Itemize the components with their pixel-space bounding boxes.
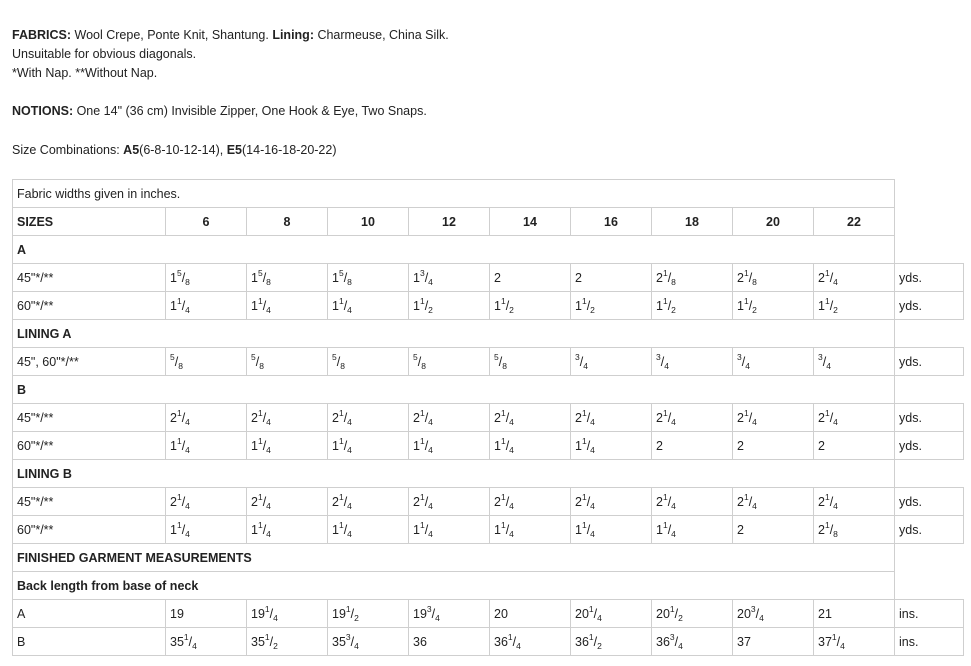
yardage-cell: $2^1/_4$ — [652, 404, 733, 432]
yardage-cell: $36^1/_2$ — [571, 628, 652, 656]
size-header: 20 — [733, 208, 814, 236]
unit-label: yds. — [895, 348, 964, 376]
section-row — [13, 236, 964, 264]
row-label: 60"*/** — [13, 292, 166, 320]
yardage-cell: $2^1/_4$ — [490, 488, 571, 516]
section-row — [13, 376, 964, 404]
yardage-cell: $2^1/_4$ — [247, 488, 328, 516]
size-header: 16 — [571, 208, 652, 236]
table-row — [13, 600, 964, 628]
yardage-cell: $2^1/_4$ — [652, 488, 733, 516]
yardage-cell: $1^1/_4$ — [490, 516, 571, 544]
table-row — [13, 628, 964, 656]
table-note-row — [13, 180, 964, 208]
yardage-cell: 2 — [571, 264, 652, 292]
yardage-cell: $1^1/_2$ — [409, 292, 490, 320]
row-label: 45", 60"*/** — [13, 348, 166, 376]
notions-text: One 14" (36 cm) Invisible Zipper, One Hook & Eye, Two Snaps. — [73, 104, 427, 118]
yardage-cell: $2^1/_4$ — [571, 488, 652, 516]
yardage-table-body — [13, 180, 964, 656]
yardage-cell: $2^1/_4$ — [733, 488, 814, 516]
fabrics-text: Wool Crepe, Ponte Knit, Shantung. — [71, 28, 273, 42]
yardage-cell: $1^1/_4$ — [571, 432, 652, 460]
yardage-cell: $19^1/_2$ — [328, 600, 409, 628]
notions-line — [12, 104, 427, 118]
size-header: 18 — [652, 208, 733, 236]
unit-label: yds. — [895, 488, 964, 516]
lining-text: Charmeuse, China Silk. — [313, 28, 449, 42]
table-row — [13, 292, 964, 320]
yardage-cell: $1^1/_4$ — [247, 432, 328, 460]
yardage-cell: $1^1/_4$ — [328, 292, 409, 320]
table-row — [13, 516, 964, 544]
yardage-cell: $1^1/_4$ — [571, 516, 652, 544]
unit-spacer — [895, 236, 964, 264]
row-label: 45"*/** — [13, 404, 166, 432]
table-row — [13, 404, 964, 432]
yardage-cell: $2^1/_4$ — [409, 404, 490, 432]
yardage-table — [12, 179, 964, 656]
size-combination-e-text: (14-16-18-20-22) — [242, 143, 337, 157]
yardage-cell: $2^1/_8$ — [733, 264, 814, 292]
size-header: 6 — [166, 208, 247, 236]
yardage-cell: $^3/_4$ — [814, 348, 895, 376]
yardage-cell: $2^1/_4$ — [733, 404, 814, 432]
yardage-cell: $35^1/_2$ — [247, 628, 328, 656]
table-row — [13, 432, 964, 460]
yardage-cell: 2 — [733, 516, 814, 544]
yardage-cell: $37^1/_4$ — [814, 628, 895, 656]
yardage-cell: $2^1/_4$ — [328, 404, 409, 432]
lining-label: Lining: — [272, 28, 314, 42]
yardage-cell: 2 — [490, 264, 571, 292]
section-label: LINING A — [13, 320, 895, 348]
yardage-cell: $19^3/_4$ — [409, 600, 490, 628]
nap-note: *With Nap. **Without Nap. — [12, 66, 158, 80]
row-label: B — [13, 628, 166, 656]
yardage-cell: $1^1/_4$ — [166, 432, 247, 460]
yardage-cell: $1^1/_4$ — [166, 292, 247, 320]
yardage-cell: $2^1/_4$ — [166, 488, 247, 516]
unit-spacer — [895, 376, 964, 404]
width-note: Fabric widths given in inches. — [13, 180, 895, 208]
size-combination-e-label: E5 — [226, 143, 242, 157]
section-label: A — [13, 236, 895, 264]
yardage-cell: $1^1/_4$ — [490, 432, 571, 460]
yardage-cell: $1^3/_4$ — [409, 264, 490, 292]
table-row — [13, 264, 964, 292]
yardage-cell: $2^1/_4$ — [247, 404, 328, 432]
yardage-cell: $1^1/_4$ — [328, 516, 409, 544]
yardage-cell: $1^5/_8$ — [166, 264, 247, 292]
unit-spacer — [895, 572, 964, 600]
size-combinations-line — [12, 143, 337, 157]
yardage-cell: $35^3/_4$ — [328, 628, 409, 656]
yardage-cell: $1^1/_2$ — [814, 292, 895, 320]
yardage-cell: $20^3/_4$ — [733, 600, 814, 628]
section-row — [13, 320, 964, 348]
yardage-cell: $2^1/_4$ — [814, 404, 895, 432]
yardage-cell: 21 — [814, 600, 895, 628]
yardage-cell: $36^3/_4$ — [652, 628, 733, 656]
row-label: 45"*/** — [13, 264, 166, 292]
yardage-cell: $1^1/_4$ — [409, 432, 490, 460]
table-row — [13, 488, 964, 516]
yardage-cell: 2 — [652, 432, 733, 460]
yardage-cell: $2^1/_4$ — [571, 404, 652, 432]
yardage-cell: $^5/_8$ — [409, 348, 490, 376]
yardage-cell: 2 — [733, 432, 814, 460]
yardage-cell: 36 — [409, 628, 490, 656]
yardage-cell: $1^1/_4$ — [166, 516, 247, 544]
unit-spacer — [895, 208, 964, 236]
yardage-cell: $35^1/_4$ — [166, 628, 247, 656]
yardage-cell: $^5/_8$ — [166, 348, 247, 376]
section-row — [13, 572, 964, 600]
yardage-cell: 19 — [166, 600, 247, 628]
yardage-cell: $2^1/_8$ — [652, 264, 733, 292]
yardage-cell: $2^1/_4$ — [409, 488, 490, 516]
fabrics-label: FABRICS: — [12, 28, 72, 42]
yardage-cell: $2^1/_4$ — [814, 488, 895, 516]
yardage-cell: $36^1/_4$ — [490, 628, 571, 656]
yardage-cell: $2^1/_4$ — [166, 404, 247, 432]
section-label: Back length from base of neck — [13, 572, 895, 600]
yardage-cell: $19^1/_4$ — [247, 600, 328, 628]
size-header: 14 — [490, 208, 571, 236]
unit-label: yds. — [895, 516, 964, 544]
unit-spacer — [895, 180, 964, 208]
section-label: LINING B — [13, 460, 895, 488]
yardage-cell: $1^1/_4$ — [328, 432, 409, 460]
yardage-cell: $1^1/_4$ — [652, 516, 733, 544]
unit-spacer — [895, 320, 964, 348]
yardage-cell: $^3/_4$ — [652, 348, 733, 376]
yardage-cell: $1^1/_2$ — [490, 292, 571, 320]
yardage-cell: $2^1/_4$ — [328, 488, 409, 516]
section-label: B — [13, 376, 895, 404]
size-header: 12 — [409, 208, 490, 236]
section-label: FINISHED GARMENT MEASUREMENTS — [13, 544, 895, 572]
yardage-cell: $1^1/_4$ — [247, 292, 328, 320]
yardage-cell: $1^1/_4$ — [247, 516, 328, 544]
yardage-cell: $1^5/_8$ — [328, 264, 409, 292]
unit-spacer — [895, 460, 964, 488]
yardage-cell: $^3/_4$ — [571, 348, 652, 376]
yardage-cell: 37 — [733, 628, 814, 656]
size-combinations-prefix: Size Combinations: — [12, 143, 124, 157]
section-row — [13, 460, 964, 488]
unit-label: yds. — [895, 264, 964, 292]
unsuitable-note: Unsuitable for obvious diagonals. — [12, 47, 197, 61]
yardage-cell: 20 — [490, 600, 571, 628]
yardage-cell: $^5/_8$ — [328, 348, 409, 376]
sizes-label: SIZES — [13, 208, 166, 236]
yardage-cell: $^5/_8$ — [247, 348, 328, 376]
row-label: 60"*/** — [13, 432, 166, 460]
size-header: 22 — [814, 208, 895, 236]
table-row — [13, 348, 964, 376]
unit-label: yds. — [895, 404, 964, 432]
size-combination-a-text: (6-8-10-12-14), — [139, 143, 227, 157]
yardage-cell: $1^1/_2$ — [733, 292, 814, 320]
yardage-cell: $1^1/_4$ — [409, 516, 490, 544]
yardage-cell: $20^1/_2$ — [652, 600, 733, 628]
yardage-cell: $2^1/_4$ — [814, 264, 895, 292]
row-label: 60"*/** — [13, 516, 166, 544]
yardage-cell: $2^1/_4$ — [490, 404, 571, 432]
size-header: 10 — [328, 208, 409, 236]
yardage-cell: $1^1/_2$ — [652, 292, 733, 320]
row-label: 45"*/** — [13, 488, 166, 516]
unit-label: yds. — [895, 432, 964, 460]
section-row — [13, 544, 964, 572]
yardage-cell: $1^1/_2$ — [571, 292, 652, 320]
yardage-cell: $^3/_4$ — [733, 348, 814, 376]
unit-label: ins. — [895, 628, 964, 656]
yardage-cell: $2^1/_8$ — [814, 516, 895, 544]
fabrics-line — [12, 28, 449, 42]
notions-label: NOTIONS: — [12, 104, 74, 118]
yardage-cell: $20^1/_4$ — [571, 600, 652, 628]
unit-label: yds. — [895, 292, 964, 320]
size-combination-a-label: A5 — [123, 143, 140, 157]
sizes-header-row — [13, 208, 964, 236]
unit-label: ins. — [895, 600, 964, 628]
yardage-cell: $^5/_8$ — [490, 348, 571, 376]
yardage-cell: $1^5/_8$ — [247, 264, 328, 292]
size-header: 8 — [247, 208, 328, 236]
row-label: A — [13, 600, 166, 628]
unit-spacer — [895, 544, 964, 572]
yardage-cell: 2 — [814, 432, 895, 460]
